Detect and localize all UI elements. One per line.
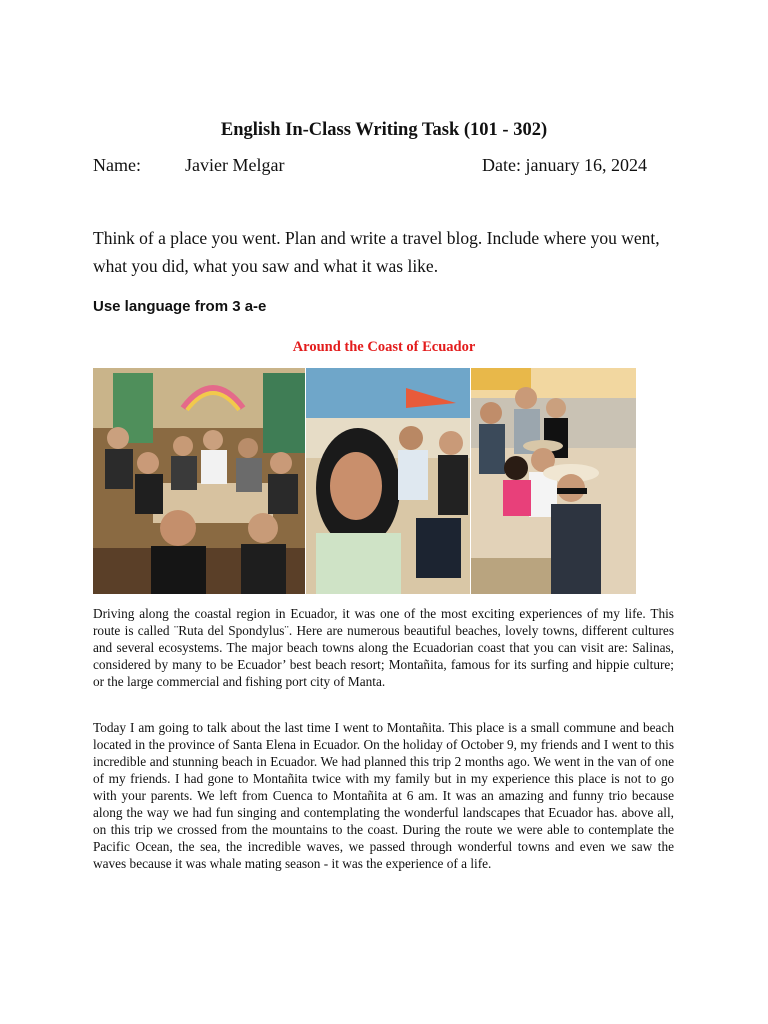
friends-beach-photo xyxy=(471,368,636,594)
blog-paragraph-1: Driving along the coastal region in Ecuador, it was one of the most exciting experiences of my life. This route is called ¨Ruta del Spondylus¨. Here are numerous beautiful beaches, lovely towns, different cultures and several ecosystems. The major beach towns along the Ecuadorian coast that you can visit are: Salinas, considered by many to be Ecuador’ best beach resort; Montañita, famous for its surfing and hippie culture; or the large commercial and fishing port city of Manta. xyxy=(93,606,674,689)
blog-paragraph-2: Today I am going to talk about the last time I went to Montañita. This place is a small commune and beach located in the province of Santa Elena in Ecuador. On the holiday of October 9, my friends and I went to this incredible and stunning beach in Ecuador. We had planned this trip 2 months ago. We went in the van of one of my friends. I had gone to Montañita twice with my family but in my experience this place is not to go with your parents. We left from Cuenca to Montañita at 6 am. It was an amazing and funny trio because along the way we had fun singing and contemplating the wonderful landscapes that Ecuador has. above all, on this trip we crossed from the mountains to the coast. During the route we were able to contemplate the Pacific Ocean, the sea, the incredible waves, we passed through wonderful towns and even we saw the waves because it was whale mating season - it was the experience of a life. xyxy=(93,720,674,871)
date-text: Date: january 16, 2024 xyxy=(482,155,647,175)
document-title: English In-Class Writing Task (101 - 302) xyxy=(220,120,548,140)
group-dinner-photo xyxy=(93,368,305,594)
task-prompt: Think of a place you went. Plan and write a travel blog. Include where you went, what you did, what you saw and what it was like. xyxy=(93,228,660,276)
name-label: Name: xyxy=(93,155,141,175)
task-instruction: Use language from 3 a-e xyxy=(93,298,267,315)
blog-title: Around the Coast of Ecuador xyxy=(292,339,476,355)
beach-selfie-photo xyxy=(306,368,470,594)
student-name: Javier Melgar xyxy=(185,155,285,175)
